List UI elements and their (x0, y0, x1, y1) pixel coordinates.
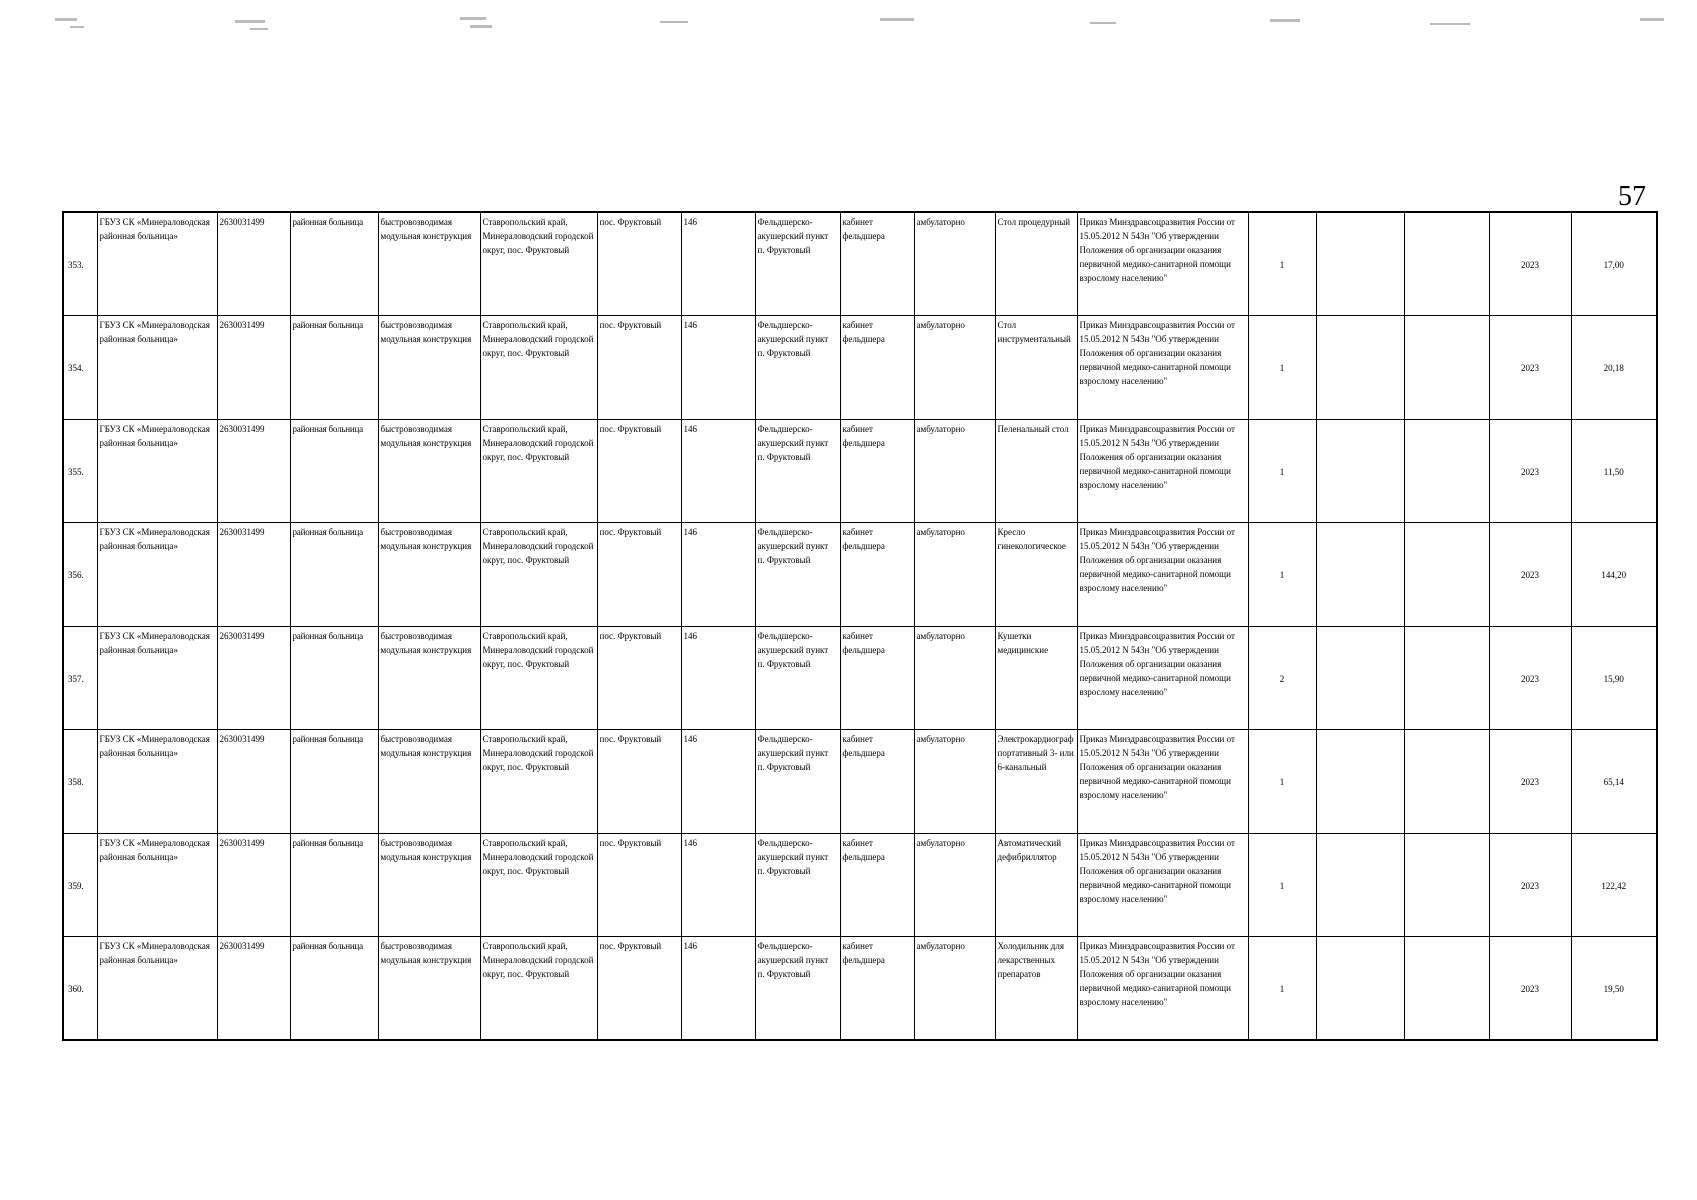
facility-type: районная больница (290, 937, 378, 1041)
unit-name: Фельдшерско-акушерский пункт п. Фруктовый (755, 833, 840, 937)
inn-code: 2630031499 (217, 212, 290, 316)
empty-cell (1316, 833, 1404, 937)
organization-name: ГБУЗ СК «Минераловодская районная больница» (97, 212, 217, 316)
care-mode: амбулаторно (914, 316, 995, 420)
legal-basis: Приказ Минздравсоцразвития России от 15.05.2012 N 543н "Об утверждении Положения об организации оказания первичной медико-санитарной помощи взрослому населению" (1077, 212, 1248, 316)
locality: пос. Фруктовый (597, 833, 681, 937)
year: 2023 (1489, 833, 1571, 937)
quantity: 1 (1248, 419, 1316, 523)
table-row (63, 523, 1657, 627)
inn-code: 2630031499 (217, 626, 290, 730)
facility-type: районная больница (290, 419, 378, 523)
room-name: кабинет фельдшера (840, 730, 914, 834)
room-name: кабинет фельдшера (840, 833, 914, 937)
legal-basis: Приказ Минздравсоцразвития России от 15.05.2012 N 543н "Об утверждении Положения об организации оказания первичной медико-санитарной помощи взрослому населению" (1077, 730, 1248, 834)
facility-type: районная больница (290, 833, 378, 937)
address: Ставропольский край, Минераловодский городской округ, пос. Фруктовый (480, 730, 597, 834)
organization-name: ГБУЗ СК «Минераловодская районная больница» (97, 523, 217, 627)
year: 2023 (1489, 523, 1571, 627)
locality: пос. Фруктовый (597, 626, 681, 730)
construction-type: быстровозводимая модульная конструкция (378, 730, 480, 834)
row-number: 354. (63, 316, 97, 420)
legal-basis: Приказ Минздравсоцразвития России от 15.05.2012 N 543н "Об утверждении Положения об организации оказания первичной медико-санитарной помощи взрослому населению" (1077, 419, 1248, 523)
quantity: 1 (1248, 937, 1316, 1041)
empty-cell (1404, 937, 1489, 1041)
equipment-name: Стол инструментальный (995, 316, 1077, 420)
cost: 122,42 (1571, 833, 1657, 937)
room-name: кабинет фельдшера (840, 626, 914, 730)
cost: 15,90 (1571, 626, 1657, 730)
care-mode: амбулаторно (914, 212, 995, 316)
address: Ставропольский край, Минераловодский городской округ, пос. Фруктовый (480, 523, 597, 627)
table-row (63, 626, 1657, 730)
legal-basis: Приказ Минздравсоцразвития России от 15.05.2012 N 543н "Об утверждении Положения об организации оказания первичной медико-санитарной помощи взрослому населению" (1077, 626, 1248, 730)
empty-cell (1316, 626, 1404, 730)
year: 2023 (1489, 937, 1571, 1041)
legal-basis: Приказ Минздравсоцразвития России от 15.05.2012 N 543н "Об утверждении Положения об организации оказания первичной медико-санитарной помощи взрослому населению" (1077, 523, 1248, 627)
room-name: кабинет фельдшера (840, 212, 914, 316)
facility-type: районная больница (290, 316, 378, 420)
row-number: 355. (63, 419, 97, 523)
legal-basis: Приказ Минздравсоцразвития России от 15.05.2012 N 543н "Об утверждении Положения об организации оказания первичной медико-санитарной помощи взрослому населению" (1077, 833, 1248, 937)
organization-name: ГБУЗ СК «Минераловодская районная больница» (97, 730, 217, 834)
table-row (63, 937, 1657, 1041)
care-mode: амбулаторно (914, 419, 995, 523)
population: 146 (681, 626, 755, 730)
construction-type: быстровозводимая модульная конструкция (378, 626, 480, 730)
quantity: 1 (1248, 833, 1316, 937)
locality: пос. Фруктовый (597, 937, 681, 1041)
inn-code: 2630031499 (217, 833, 290, 937)
unit-name: Фельдшерско-акушерский пункт п. Фруктовый (755, 316, 840, 420)
inn-code: 2630031499 (217, 937, 290, 1041)
unit-name: Фельдшерско-акушерский пункт п. Фруктовый (755, 212, 840, 316)
room-name: кабинет фельдшера (840, 316, 914, 420)
population: 146 (681, 833, 755, 937)
unit-name: Фельдшерско-акушерский пункт п. Фруктовый (755, 730, 840, 834)
population: 146 (681, 730, 755, 834)
cost: 11,50 (1571, 419, 1657, 523)
table-row (63, 212, 1657, 316)
organization-name: ГБУЗ СК «Минераловодская районная больница» (97, 937, 217, 1041)
equipment-name: Пеленальный стол (995, 419, 1077, 523)
locality: пос. Фруктовый (597, 212, 681, 316)
facility-type: районная больница (290, 212, 378, 316)
population: 146 (681, 523, 755, 627)
construction-type: быстровозводимая модульная конструкция (378, 937, 480, 1041)
table-row (63, 419, 1657, 523)
row-number: 353. (63, 212, 97, 316)
empty-cell (1404, 626, 1489, 730)
inn-code: 2630031499 (217, 316, 290, 420)
address: Ставропольский край, Минераловодский городской округ, пос. Фруктовый (480, 833, 597, 937)
row-number: 360. (63, 937, 97, 1041)
empty-cell (1404, 419, 1489, 523)
organization-name: ГБУЗ СК «Минераловодская районная больница» (97, 626, 217, 730)
year: 2023 (1489, 730, 1571, 834)
empty-cell (1316, 316, 1404, 420)
year: 2023 (1489, 419, 1571, 523)
unit-name: Фельдшерско-акушерский пункт п. Фруктовый (755, 419, 840, 523)
quantity: 1 (1248, 523, 1316, 627)
legal-basis: Приказ Минздравсоцразвития России от 15.05.2012 N 543н "Об утверждении Положения об организации оказания первичной медико-санитарной помощи взрослому населению" (1077, 937, 1248, 1041)
equipment-name: Кушетки медицинские (995, 626, 1077, 730)
row-number: 357. (63, 626, 97, 730)
address: Ставропольский край, Минераловодский городской округ, пос. Фруктовый (480, 419, 597, 523)
organization-name: ГБУЗ СК «Минераловодская районная больница» (97, 316, 217, 420)
facility-type: районная больница (290, 626, 378, 730)
empty-cell (1404, 523, 1489, 627)
equipment-name: Кресло гинекологическое (995, 523, 1077, 627)
equipment-name: Стол процедурный (995, 212, 1077, 316)
cost: 20,18 (1571, 316, 1657, 420)
page-number: 57 (1618, 181, 1646, 212)
cost: 144,20 (1571, 523, 1657, 627)
empty-cell (1404, 212, 1489, 316)
empty-cell (1316, 419, 1404, 523)
population: 146 (681, 316, 755, 420)
construction-type: быстровозводимая модульная конструкция (378, 523, 480, 627)
empty-cell (1316, 212, 1404, 316)
population: 146 (681, 419, 755, 523)
empty-cell (1404, 833, 1489, 937)
equipment-name: Автоматический дефибриллятор (995, 833, 1077, 937)
empty-cell (1316, 937, 1404, 1041)
empty-cell (1316, 523, 1404, 627)
quantity: 2 (1248, 626, 1316, 730)
quantity: 1 (1248, 212, 1316, 316)
unit-name: Фельдшерско-акушерский пункт п. Фруктовый (755, 626, 840, 730)
locality: пос. Фруктовый (597, 523, 681, 627)
care-mode: амбулаторно (914, 730, 995, 834)
quantity: 1 (1248, 730, 1316, 834)
row-number: 358. (63, 730, 97, 834)
address: Ставропольский край, Минераловодский городской округ, пос. Фруктовый (480, 316, 597, 420)
quantity: 1 (1248, 316, 1316, 420)
construction-type: быстровозводимая модульная конструкция (378, 316, 480, 420)
legal-basis: Приказ Минздравсоцразвития России от 15.05.2012 N 543н "Об утверждении Положения об организации оказания первичной медико-санитарной помощи взрослому населению" (1077, 316, 1248, 420)
empty-cell (1404, 316, 1489, 420)
year: 2023 (1489, 626, 1571, 730)
scan-artifact (0, 12, 1697, 52)
population: 146 (681, 937, 755, 1041)
facility-type: районная больница (290, 730, 378, 834)
locality: пос. Фруктовый (597, 419, 681, 523)
cost: 65,14 (1571, 730, 1657, 834)
empty-cell (1316, 730, 1404, 834)
address: Ставропольский край, Минераловодский городской округ, пос. Фруктовый (480, 937, 597, 1041)
row-number: 359. (63, 833, 97, 937)
organization-name: ГБУЗ СК «Минераловодская районная больница» (97, 419, 217, 523)
equipment-name: Электрокардиограф портативный 3- или 6-канальный (995, 730, 1077, 834)
locality: пос. Фруктовый (597, 730, 681, 834)
care-mode: амбулаторно (914, 626, 995, 730)
inn-code: 2630031499 (217, 523, 290, 627)
cost: 17,00 (1571, 212, 1657, 316)
address: Ставропольский край, Минераловодский городской округ, пос. Фруктовый (480, 626, 597, 730)
cost: 19,50 (1571, 937, 1657, 1041)
year: 2023 (1489, 316, 1571, 420)
unit-name: Фельдшерско-акушерский пункт п. Фруктовый (755, 523, 840, 627)
room-name: кабинет фельдшера (840, 419, 914, 523)
construction-type: быстровозводимая модульная конструкция (378, 419, 480, 523)
table-row (63, 316, 1657, 420)
construction-type: быстровозводимая модульная конструкция (378, 833, 480, 937)
table-row (63, 730, 1657, 834)
row-number: 356. (63, 523, 97, 627)
population: 146 (681, 212, 755, 316)
table-row (63, 833, 1657, 937)
equipment-table (62, 211, 1658, 1041)
address: Ставропольский край, Минераловодский городской округ, пос. Фруктовый (480, 212, 597, 316)
construction-type: быстровозводимая модульная конструкция (378, 212, 480, 316)
care-mode: амбулаторно (914, 523, 995, 627)
care-mode: амбулаторно (914, 937, 995, 1041)
room-name: кабинет фельдшера (840, 523, 914, 627)
inn-code: 2630031499 (217, 419, 290, 523)
facility-type: районная больница (290, 523, 378, 627)
inn-code: 2630031499 (217, 730, 290, 834)
unit-name: Фельдшерско-акушерский пункт п. Фруктовый (755, 937, 840, 1041)
room-name: кабинет фельдшера (840, 937, 914, 1041)
empty-cell (1404, 730, 1489, 834)
care-mode: амбулаторно (914, 833, 995, 937)
locality: пос. Фруктовый (597, 316, 681, 420)
year: 2023 (1489, 212, 1571, 316)
equipment-name: Холодильник для лекарственных препаратов (995, 937, 1077, 1041)
organization-name: ГБУЗ СК «Минераловодская районная больница» (97, 833, 217, 937)
